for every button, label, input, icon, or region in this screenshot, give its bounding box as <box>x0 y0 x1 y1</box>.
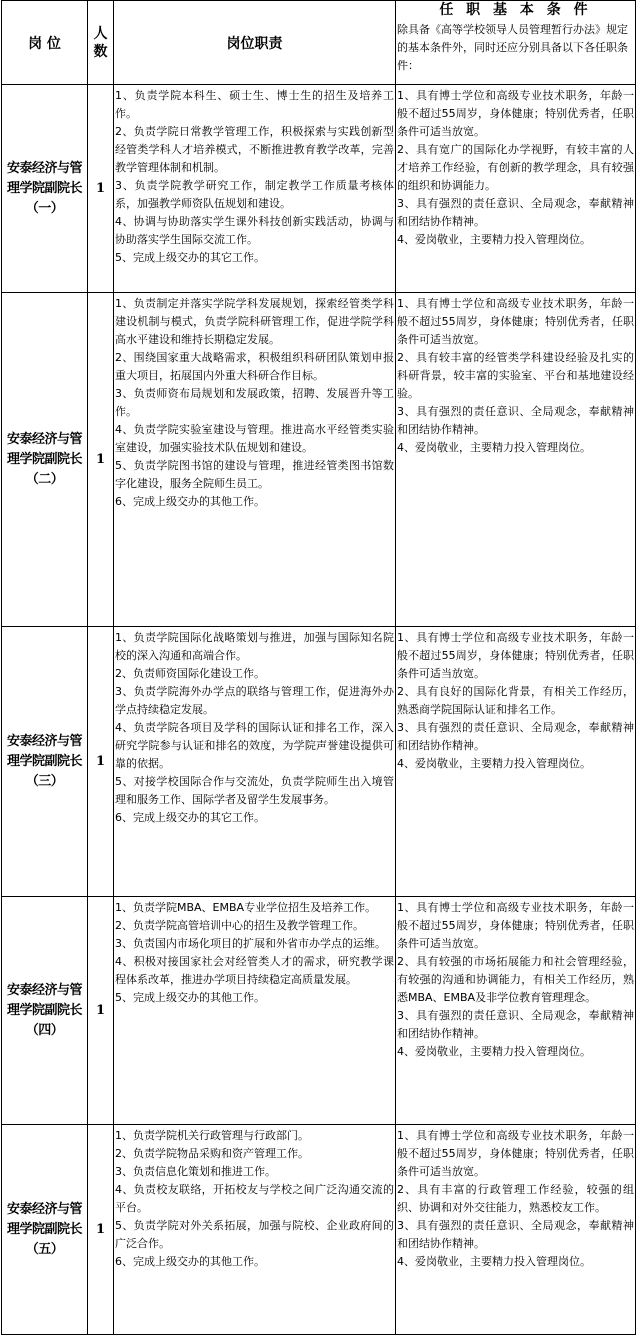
position-line: 理学院副院长 <box>6 180 82 196</box>
header-requirements <box>396 1 636 85</box>
duty-item: 3、负责国内市场化项目的扩展和外省市办学点的运维。 <box>115 937 386 950</box>
duty-item: 2、负责学院日常教学管理工作，积极探索与实践创新型经管类学科人才培养模式，不断推进教育教学改革，完善教学管理体制和机制。 <box>115 125 394 174</box>
requirement-item: 2、具有宽广的国际化办学视野，有较丰富的人才培养工作经验，有创新的教学理念，具有较强的组织和协调能力。 <box>397 143 634 192</box>
position-count: 1 <box>88 897 114 1125</box>
position-line: （二） <box>25 471 64 487</box>
header-count-line1: 人 <box>93 25 108 42</box>
duty-item: 4、负责学院实验室建设与管理。推进高水平经管类实验室建设，加强实验技术队伍规划和建设。 <box>115 423 394 454</box>
position-line: （五） <box>25 1241 64 1257</box>
header-position: 岗 位 <box>2 1 88 85</box>
duty-item: 5、完成上级交办的其它工作。 <box>115 251 265 264</box>
requirements-cell <box>396 85 636 293</box>
position-count: 1 <box>88 627 114 897</box>
requirement-item: 3、具有强烈的责任意识、全局观念，奉献精神和团结协作精神。 <box>397 405 634 436</box>
duty-item: 6、完成上级交办的其他工作。 <box>115 495 265 508</box>
duty-item: 5、对接学校国际合作与交流处，负责学院师生出入境管理和服务工作、国际学者及留学生发展事务。 <box>115 775 394 806</box>
duties-cell <box>114 627 396 897</box>
table-row <box>2 1125 636 1335</box>
duty-item: 3、负责学院教学研究工作，制定教学工作质量考核体系，加强教学师资队伍规划和建设。 <box>115 179 394 210</box>
position-line: （四） <box>25 1022 64 1038</box>
duty-item: 1、负责学院国际化战略策划与推进，加强与国际知名院校的深入沟通和高端合作。 <box>115 631 394 662</box>
duty-item: 1、负责学院本科生、硕士生、博士生的招生及培养工作。 <box>115 89 394 120</box>
table-row <box>2 85 636 293</box>
duty-item: 6、完成上级交办的其他工作。 <box>115 1255 265 1268</box>
position-line: 安泰经济与管 <box>6 160 82 176</box>
duty-item: 3、负责信息化策划和推进工作。 <box>115 1165 276 1178</box>
position-name <box>2 897 88 1125</box>
requirement-item: 1、具有博士学位和高级专业技术职务，年龄一般不超过55周岁，身体健康；特别优秀者，任职条件可适当放宽。 <box>397 89 634 138</box>
duties-cell <box>114 85 396 293</box>
requirement-item: 3、具有强烈的责任意识、全局观念，奉献精神和团结协作精神。 <box>397 1219 634 1250</box>
duty-item: 2、围绕国家重大战略需求，积极组织科研团队策划申报重大项目，拓展国内外重大科研合作目标。 <box>115 351 394 382</box>
requirement-item: 1、具有博士学位和高级专业技术职务，年龄一般不超过55周岁，身体健康；特别优秀者，任职条件可适当放宽。 <box>397 901 634 950</box>
position-name <box>2 627 88 897</box>
duty-item: 1、负责学院MBA、EMBA专业学位招生及培养工作。 <box>115 901 377 914</box>
duty-item: 4、协调与协助落实学生课外科技创新实践活动，协调与协助落实学生国际交流工作。 <box>115 215 394 246</box>
position-line: 安泰经济与管 <box>6 1201 82 1217</box>
position-line: 安泰经济与管 <box>6 982 82 998</box>
requirement-item: 4、爱岗敬业，主要精力投入管理岗位。 <box>397 1255 591 1268</box>
requirements-cell <box>396 293 636 627</box>
duty-item: 5、负责学院图书馆的建设与管理，推进经管类图书馆数字化建设，服务全院师生员工。 <box>115 459 394 490</box>
position-count: 1 <box>88 1125 114 1335</box>
requirement-item: 2、具有较丰富的经管类学科建设经验及扎实的科研背景，较丰富的实验室、平台和基地建设经验。 <box>397 351 634 400</box>
requirement-item: 3、具有强烈的责任意识、全局观念，奉献精神和团结协作精神。 <box>397 197 634 228</box>
duty-item: 6、完成上级交办的其它工作。 <box>115 811 265 824</box>
duty-item: 4、负责学院各项目及学科的国际认证和排名工作，深入研究学院参与认证和排名的效度，为学院声誉建设提供可靠的依据。 <box>115 721 394 770</box>
position-line: 安泰经济与管 <box>6 733 82 749</box>
table-row <box>2 627 636 897</box>
duty-item: 4、积极对接国家社会对经管类人才的需求，研究教学课程体系改革，推进办学项目持续稳定高质量发展。 <box>115 955 394 986</box>
duty-item: 3、负责师资布局规划和发展政策，招聘、发展晋升等工作。 <box>115 387 394 418</box>
position-line: 理学院副院长 <box>6 1002 82 1018</box>
duties-cell <box>114 897 396 1125</box>
table-row <box>2 293 636 627</box>
requirements-cell <box>396 627 636 897</box>
position-line: （三） <box>25 773 64 789</box>
duty-item: 3、负责学院海外办学点的联络与管理工作，促进海外办学点持续稳定发展。 <box>115 685 394 716</box>
requirement-item: 2、具有良好的国际化背景，有相关工作经历，熟悉商学院国际认证和排名工作。 <box>397 685 634 716</box>
header-duties: 岗位职责 <box>114 1 396 85</box>
requirements-cell <box>396 1125 636 1335</box>
duty-item: 2、负责学院物品采购和资产管理工作。 <box>115 1147 309 1160</box>
requirement-item: 3、具有强烈的责任意识、全局观念，奉献精神和团结协作精神。 <box>397 721 634 752</box>
position-name <box>2 293 88 627</box>
duties-cell <box>114 293 396 627</box>
header-requirements-note: 除具备《高等学校领导人员管理暂行办法》规定的基本条件外，同时还应分别具备以下各任职条件： <box>397 23 628 72</box>
duty-item: 5、负责学院对外关系拓展，加强与院校、企业政府间的广泛合作。 <box>115 1219 394 1250</box>
duty-item: 2、负责师资国际化建设工作。 <box>115 667 265 680</box>
requirement-item: 1、具有博士学位和高级专业技术职务，年龄一般不超过55周岁，身体健康；特别优秀者，任职条件可适当放宽。 <box>397 631 634 680</box>
position-count: 1 <box>88 85 114 293</box>
duty-item: 1、负责学院机关行政管理与行政部门。 <box>115 1129 309 1142</box>
duty-item: 1、负责制定并落实学院学科发展规划，探索经管类学科建设机制与模式，负责学院科研管理工作，促进学院学科高水平建设和维持长期稳定发展。 <box>115 297 394 346</box>
position-name <box>2 85 88 293</box>
requirement-item: 4、爱岗敬业，主要精力投入管理岗位。 <box>397 233 591 246</box>
requirement-item: 4、爱岗敬业，主要精力投入管理岗位。 <box>397 757 591 770</box>
requirement-item: 3、具有强烈的责任意识、全局观念，奉献精神和团结协作精神。 <box>397 1009 634 1040</box>
requirement-item: 4、爱岗敬业，主要精力投入管理岗位。 <box>397 441 591 454</box>
requirements-cell <box>396 897 636 1125</box>
duty-item: 2、负责学院高管培训中心的招生及教学管理工作。 <box>115 919 364 932</box>
position-name <box>2 1125 88 1335</box>
requirement-item: 4、爱岗敬业，主要精力投入管理岗位。 <box>397 1045 591 1058</box>
position-count: 1 <box>88 293 114 627</box>
header-requirements-title: 任 职 基 本 条 件 <box>439 2 592 18</box>
position-line: （一） <box>25 200 64 216</box>
duty-item: 4、负责校友联络，开拓校友与学校之间广泛沟通交流的平台。 <box>115 1183 394 1214</box>
requirement-item: 1、具有博士学位和高级专业技术职务，年龄一般不超过55周岁，身体健康；特别优秀者，任职条件可适当放宽。 <box>397 297 634 346</box>
duties-cell <box>114 1125 396 1335</box>
position-line: 安泰经济与管 <box>6 431 82 447</box>
position-line: 理学院副院长 <box>6 1221 82 1237</box>
header-row <box>2 1 636 85</box>
requirement-item: 2、具有较强的市场拓展能力和社会管理经验，有较强的沟通和协调能力，有相关工作经历，熟悉MBA、EMBA及非学位教育管理理念。 <box>397 955 634 1004</box>
header-count-line2: 数 <box>93 43 108 60</box>
job-requirements-table <box>1 0 636 1335</box>
table-row <box>2 897 636 1125</box>
requirement-item: 1、具有博士学位和高级专业技术职务，年龄一般不超过55周岁，身体健康；特别优秀者，任职条件可适当放宽。 <box>397 1129 634 1178</box>
duty-item: 5、完成上级交办的其他工作。 <box>115 991 265 1004</box>
position-line: 理学院副院长 <box>6 753 82 769</box>
header-count <box>88 1 114 85</box>
requirement-item: 2、具有丰富的行政管理工作经验，较强的组织、协调和对外交往能力，熟悉校友工作。 <box>397 1183 634 1214</box>
position-line: 理学院副院长 <box>6 451 82 467</box>
